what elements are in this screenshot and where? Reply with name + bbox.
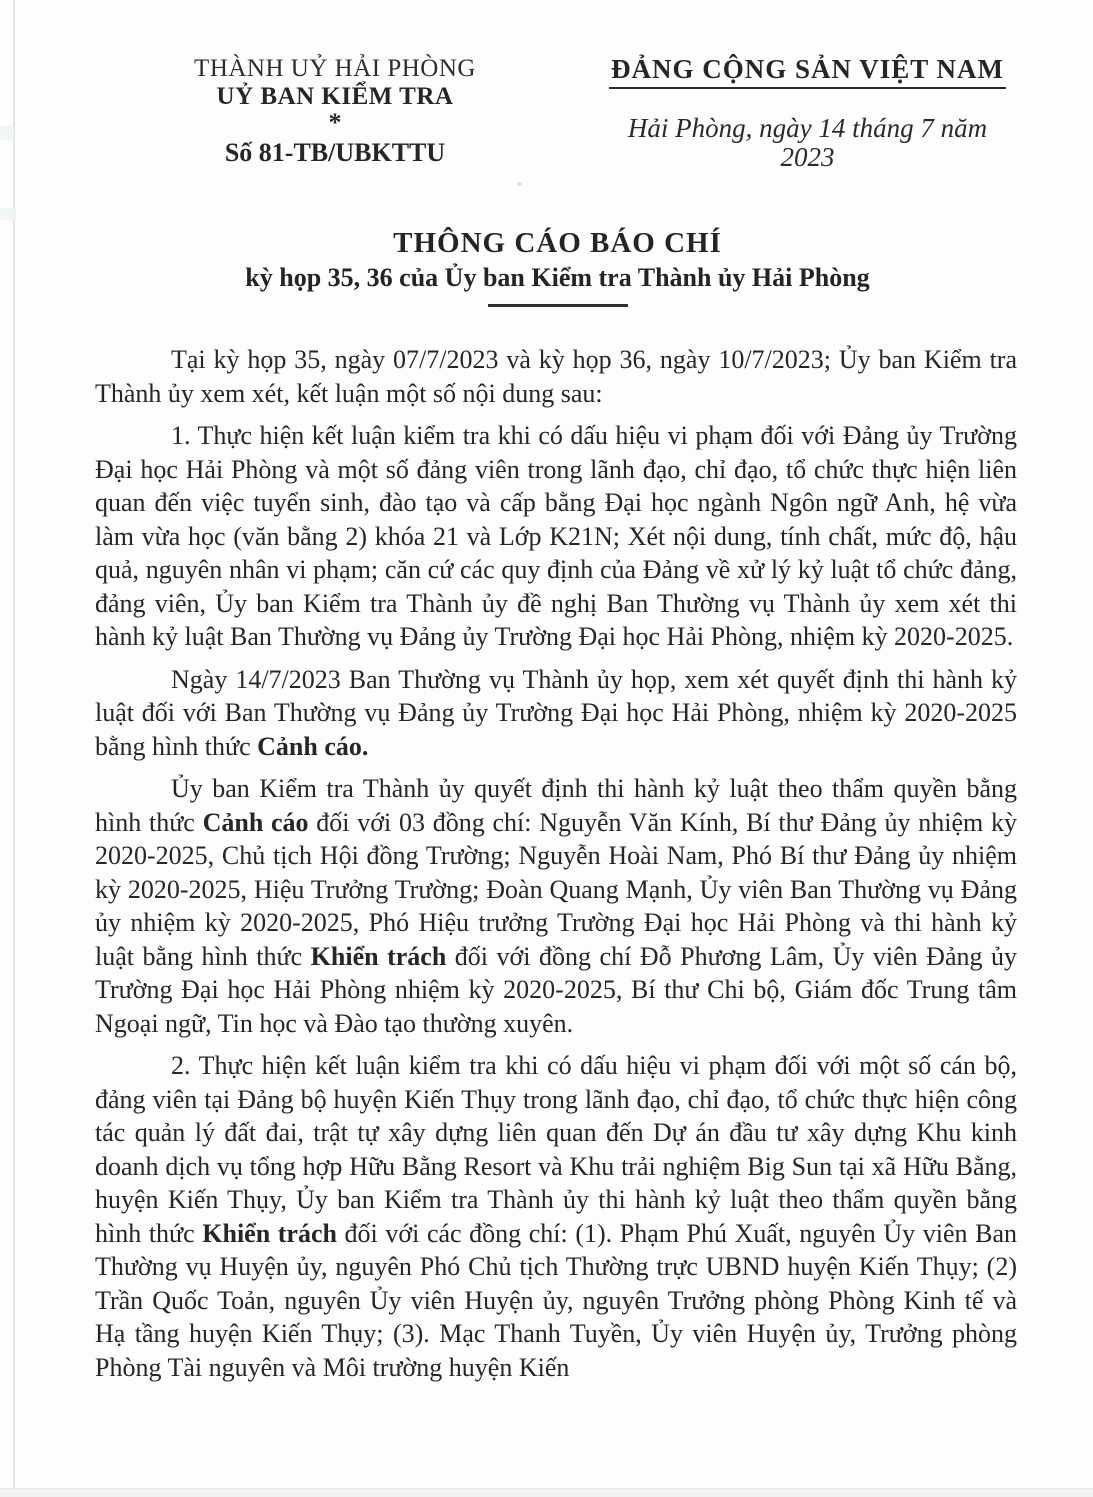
paragraph-text: đối với đồng chí Đỗ Phương Lâm, Ủy viên Đảng ủy Trường Đại học Hải Phòng nhiệm kỳ 2020-2025, Bí thư Chi bộ, Giám đốc Trung tâm Ngoại ngữ, Tin học và Đào tạo thường xuyên. — [95, 941, 1017, 1038]
scan-artifact-mark — [0, 126, 14, 140]
document-body — [95, 343, 1017, 1384]
scan-artifact-mark — [0, 208, 16, 220]
paragraph-text: đối với 03 đồng chí: Nguyễn Văn Kính, Bí thư Đảng ủy nhiệm kỳ 2020-2025, Chủ tịch Hội đồng Trường; Nguyễn Hoài Nam, Phó Bí thư Đảng ủy nhiệm kỳ 2020-2025, Hiệu Trưởng Trường; Đoàn Quang Mạnh, Ủy viên Ban Thường vụ Đảng ủy nhiệm kỳ 2020-2025, Phó Hiệu trưởng Trường Đại học Hải Phòng và thi hành kỷ luật bằng hình thức — [95, 807, 1017, 971]
national-header-block — [605, 55, 1010, 172]
paragraph-2 — [95, 419, 1017, 654]
bold-discipline-form-text: Khiển trách — [202, 1218, 337, 1248]
scan-speck — [517, 182, 522, 186]
document-title: THÔNG CÁO BÁO CHÍ — [393, 227, 722, 259]
document-number: Số 81-TB/UBKTTU — [224, 138, 446, 167]
paragraph-text: Ngày 14/7/2023 Ban Thường vụ Thành ủy họp, xem xét quyết định thi hành kỷ luật đối với Ban Thường vụ Đảng ủy Trường Đại học Hải Phòng, nhiệm kỳ 2020-2025 bằng hình thức — [95, 664, 1017, 761]
org-parent-name: THÀNH UỶ HẢI PHÒNG — [194, 55, 476, 82]
document-subtitle: kỳ họp 35, 36 của Ủy ban Kiểm tra Thành ủy Hải Phòng — [245, 263, 870, 292]
bold-discipline-form-text: Khiển trách — [310, 941, 447, 971]
paragraph-5 — [95, 1049, 1017, 1384]
place-date-line: Hải Phòng, ngày 14 tháng 7 năm 2023 — [627, 113, 988, 172]
title-block — [95, 227, 1020, 307]
paragraph-text: đối với các đồng chí: (1). Phạm Phú Xuất, nguyên Ủy viên Ban Thường vụ Huyện ủy, nguyên Phó Chủ tịch Thường trực UBND huyện Kiến Thụy; (2) Trần Quốc Toản, nguyên Ủy viên Huyện ủy, nguyên Trưởng phòng Phòng Kinh tế và Hạ tầng huyện Kiến Thụy; (3). Mạc Thanh Tuyền, Ủy viên Huyện ủy, Trưởng phòng Phòng Tài nguyên và Môi trường huyện Kiến — [95, 1218, 1017, 1382]
paragraph-3 — [95, 663, 1017, 764]
bold-discipline-form-text: Cảnh cáo. — [257, 731, 369, 761]
scan-edge-line — [13, 0, 15, 1497]
paragraph-4 — [95, 772, 1017, 1040]
issuing-authority-block — [185, 55, 485, 168]
org-name: UỶ BAN KIỂM TRA — [216, 83, 454, 110]
party-name: ĐẢNG CỘNG SẢN VIỆT NAM — [609, 55, 1006, 89]
party-name-line — [605, 55, 1010, 89]
scan-bottom-strip — [0, 1488, 1093, 1497]
paragraph-text: Tại kỳ họp 35, ngày 07/7/2023 và kỳ họp 36, ngày 10/7/2023; Ủy ban Kiểm tra Thành ủy xem xét, kết luận một số nội dung sau: — [95, 345, 1017, 408]
separator-star: * — [328, 108, 342, 137]
paragraph-text: 1. Thực hiện kết luận kiểm tra khi có dấu hiệu vi phạm đối với Đảng ủy Trường Đại học Hải Phòng và một số đảng viên trong lãnh đạo, chỉ đạo, tổ chức thực hiện liên quan đến việc tuyển sinh, đào tạo và cấp bằng Đại học ngành Ngôn ngữ Anh, hệ vừa làm vừa học (văn bằng 2) khóa 21 và Lớp K21N; Xét nội dung, tính chất, mức độ, hậu quả, nguyên nhân vi phạm; căn cứ các quy định của Đảng về xử lý kỷ luật tổ chức đảng, đảng viên, Ủy ban Kiểm tra Thành ủy đề nghị Ban Thường vụ Thành ủy xem xét thi hành kỷ luật Ban Thường vụ Đảng ủy Trường Đại học Hải Phòng, nhiệm kỳ 2020-2025. — [95, 421, 1017, 651]
paragraph-1 — [95, 343, 1017, 410]
paragraph-text: 2. Thực hiện kết luận kiểm tra khi có dấu hiệu vi phạm đối với một số cán bộ, đảng viên tại Đảng bộ huyện Kiến Thụy trong lãnh đạo, chỉ đạo, tổ chức thực hiện công tác quản lý đất đai, trật tự xây dựng liên quan đến Dự án đầu tư xây dựng Khu kinh doanh dịch vụ tổng hợp Hữu Bằng Resort và Khu trải nghiệm Big Sun tại xã Hữu Bằng, huyện Kiến Thụy, Ủy ban Kiểm tra Thành ủy thi hành kỷ luật theo thẩm quyền bằng hình thức — [95, 1051, 1017, 1248]
bold-discipline-form-text: Cảnh cáo — [202, 807, 309, 837]
paragraph-text: Ủy ban Kiểm tra Thành ủy quyết định thi hành kỷ luật theo thẩm quyền bằng hình thức — [95, 774, 1017, 837]
title-divider-rule — [488, 304, 628, 307]
